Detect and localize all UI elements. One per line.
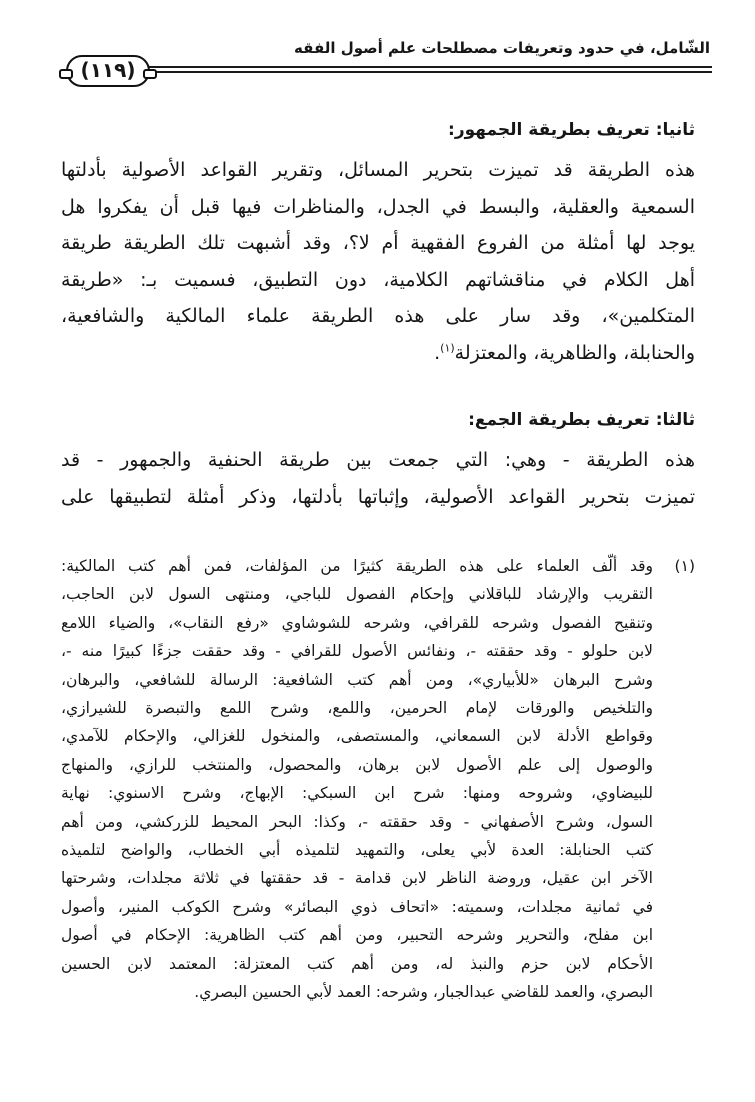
- text-line: يوجد لها أمثلة من الفروع الفقهية أم لا؟، وقد أشبهت تلك الطريقة طريقة: [61, 232, 695, 254]
- footnote-line: كتب الحنابلة: العدة لأبي يعلى، والتمهيد لتلميذه أبي الخطاب، والواضح لتلميذه: [61, 841, 653, 860]
- footnote-line: لابن حلولو - وقد حققته -، ونفائس الأصول للقرافي - وقد حققت جزءًا كبيرًا منه -،: [61, 642, 653, 661]
- header-rule-line-top: [142, 66, 712, 68]
- footnote-body: [61, 552, 653, 1007]
- text-line: أهل الكلام في مناقشاتهم الكلامية، دون التطبيق، فسميت بـ: «طريقة: [61, 268, 695, 291]
- footnote-line: والوصول إلى علم الأصول لابن برهان، والمحصول، والمنتخب للرازي، والمنهاج: [61, 755, 653, 774]
- footnote-line: في ثمانية مجلدات، وسميته: «اتحاف ذوي البصائر» وشرح الكوكب المنير، وأصول: [61, 897, 653, 916]
- text-line: هذه الطريقة - وهي: التي جمعت بين طريقة الحنفية والجمهور - قد: [61, 449, 695, 471]
- page-number-badge: (١١٩): [66, 55, 150, 87]
- text-line-content: والحنابلة، والظاهرية، والمعتزلة: [454, 341, 695, 364]
- header-rule-line-bottom: [142, 71, 712, 73]
- running-header-title: الشّامل، في حدود وتعريفات مصطلحات علم أصول الفقه: [294, 39, 710, 57]
- footnote-line: الأحكام لابن حزم والنبذ له، ومن أهم كتب المعتزلة: المعتمد لابن الحسين: [61, 954, 653, 973]
- footnote-line: وشرح البرهان «للأبياري»، ومن أهم كتب الشافعية: الرسالة للشافعي، والبرهان،: [61, 670, 653, 689]
- footnote-line: ابن مفلح، والتحرير وشرحه التحبير، ومن أهم كتب الظاهرية: الإحكام في أصول: [61, 926, 653, 945]
- footnote-line: وتنقيح الفصول وشرحه للقرافي، وشرحه للشوشاوي «رفع النقاب»، والضياء اللامع: [61, 613, 653, 632]
- section-heading-jumhur: ثانيا: تعريف بطريقة الجمهور:: [448, 120, 695, 140]
- footnote-line: السول، وشرح الأصفهاني - وقد حققته -، وكذا: البحر المحيط للزركشي، ومن أهم: [61, 812, 653, 831]
- text-line-last: [61, 335, 695, 372]
- footnote-line: وقد ألّف العلماء على هذه الطريقة كثيرًا من المؤلفات، فمن أهم كتب المالكية:: [61, 557, 653, 575]
- paragraph-jumhur: [61, 152, 695, 371]
- sentence-end: .: [434, 341, 441, 364]
- section-heading-jam: ثالثا: تعريف بطريقة الجمع:: [468, 410, 695, 430]
- footnote-line: والتلخيص والورقات لإمام الحرمين، واللمع، وشرح اللمع والتبصرة للشيرازي،: [61, 699, 653, 718]
- footnote-line: التقريب والإرشاد للباقلاني وإحكام الفصول للباجي، ومنتهى السول لابن الحاجب،: [61, 585, 653, 604]
- text-line: السمعية والعقلية، والبسط في الجدل، والمناظرات فيها قبل أن يفكروا هل: [61, 195, 695, 218]
- footnote-block: [61, 552, 695, 1007]
- footnote-line: الآخر ابن عقيل، وروضة الناظر لابن قدامة - قد حققتها في ثلاثة مجلدات، وشرحتها: [61, 869, 653, 888]
- footnote-line: وقواطع الأدلة لابن السمعاني، والمستصفى، والمنخول للغزالي، والإحكام للآمدي،: [61, 727, 653, 746]
- footnote-number: (١): [674, 557, 695, 575]
- paragraph-jam: [61, 442, 695, 515]
- text-line: المتكلمين»، وقد سار على هذه الطريقة علماء المالكية والشافعية،: [61, 305, 695, 327]
- footnote-line-last: البصري، والعمد للقاضي عبدالجبار، وشرحه: العمد لأبي الحسين البصري.: [194, 983, 653, 1002]
- footnote-line: للبيضاوي، وشروحه ومنها: شرح ابن السبكي: الإبهاج، وشرح الاسنوي: نهاية: [61, 784, 653, 803]
- text-line: تميزت بتحرير القواعد الأصولية، وإثباتها بأدلتها، وذكر أمثلة لتطبيقها على: [61, 485, 695, 508]
- footnote-separator: [60, 537, 694, 538]
- text-line: هذه الطريقة قد تميزت بتحرير المسائل، وتقرير القواعد الأصولية بأدلتها: [61, 159, 695, 181]
- header-rule: [66, 52, 716, 102]
- footnote-reference[interactable]: (١): [440, 341, 455, 355]
